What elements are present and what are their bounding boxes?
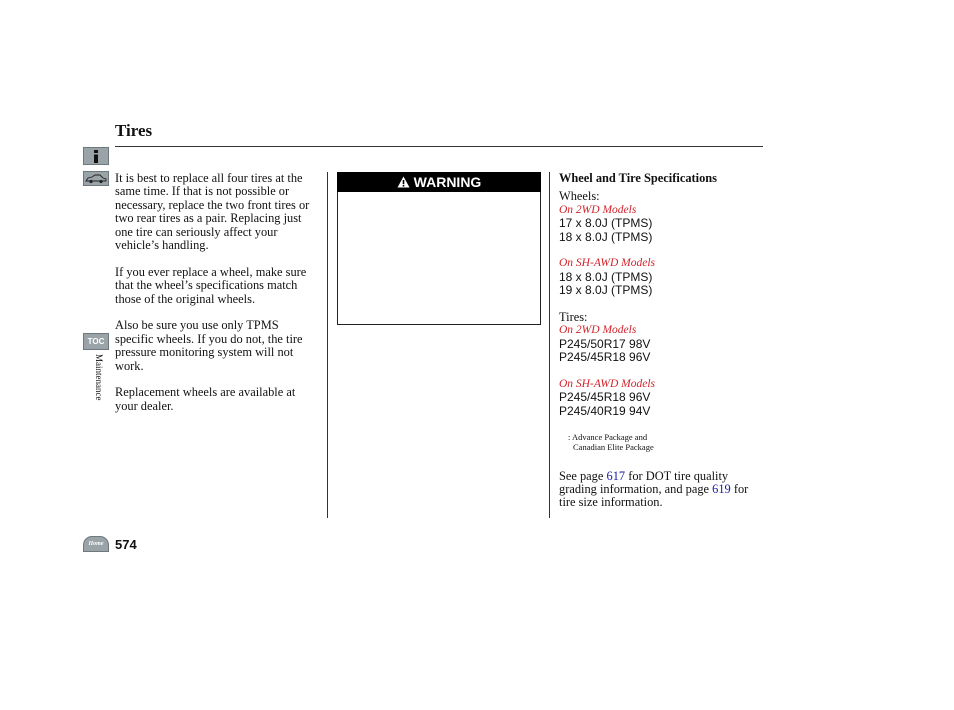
specs-heading: Wheel and Tire Specifications	[559, 171, 717, 185]
section-tab-label: Maintenance	[94, 354, 104, 401]
left-column	[115, 172, 320, 427]
wheel-spec: 19 x 8.0J (TPMS)	[559, 283, 653, 298]
page-title: Tires	[115, 121, 153, 140]
model-label: On SH-AWD Models	[559, 257, 656, 270]
model-label: On SH-AWD Models	[559, 378, 656, 391]
warning-box	[337, 172, 541, 325]
wheel-spec: 18 x 8.0J (TPMS)	[559, 229, 653, 244]
tire-spec: P245/40R19 94V	[559, 403, 651, 418]
model-label: On 2WD Models	[559, 203, 637, 216]
home-button[interactable]: Home	[83, 536, 109, 552]
car-icon	[85, 174, 107, 184]
paragraph: It is best to replace all four tires at the same time. If that is not possible or necessary, replace the two front tires or two rear tires as a pair. Replacing just one tire can seriously affect your vehicle’s handling.	[115, 171, 310, 253]
title-rule	[115, 146, 763, 147]
toc-button[interactable]: TOC	[83, 333, 109, 350]
warning-header	[337, 172, 541, 192]
wheel-spec: 17 x 8.0J (TPMS)	[559, 216, 653, 231]
paragraph: Also be sure you use only TPMS specific wheels. If you do not, the tire pressure monitoring system will not work.	[115, 318, 303, 373]
warning-triangle-icon	[397, 176, 410, 188]
car-index-button[interactable]	[83, 171, 109, 186]
see-page-text: for DOT tire quality grading information, and page	[559, 468, 729, 497]
info-icon-button[interactable]	[83, 147, 109, 165]
tire-spec: P245/45R18 96V	[559, 390, 651, 405]
note-line: : Advance Package and	[568, 431, 648, 442]
warning-label: WARNING	[413, 174, 482, 190]
note-line: Canadian Elite Package	[573, 441, 654, 452]
tire-spec: P245/50R17 98V	[559, 336, 651, 351]
see-page-text: See page	[559, 468, 604, 483]
wheels-label: Wheels:	[559, 189, 600, 204]
see-page-paragraph	[559, 470, 759, 510]
column-divider	[327, 172, 328, 518]
page-link-617[interactable]: 617	[606, 468, 626, 483]
page-link-619[interactable]: 619	[712, 482, 731, 497]
paragraph: Replacement wheels are available at your dealer.	[115, 385, 296, 413]
info-icon	[92, 150, 100, 163]
page-number: 574	[115, 537, 137, 552]
tire-spec: P245/45R18 96V	[559, 350, 651, 365]
package-note	[568, 432, 759, 452]
wheel-spec: 18 x 8.0J (TPMS)	[559, 269, 653, 284]
see-page-text: for tire size information.	[559, 482, 749, 510]
column-divider	[549, 172, 550, 518]
specs-column	[559, 172, 759, 510]
paragraph: If you ever replace a wheel, make sure that the wheel’s specifications match those of the original wheels.	[115, 264, 307, 306]
model-label: On 2WD Models	[559, 324, 637, 337]
tires-label: Tires:	[559, 310, 588, 325]
